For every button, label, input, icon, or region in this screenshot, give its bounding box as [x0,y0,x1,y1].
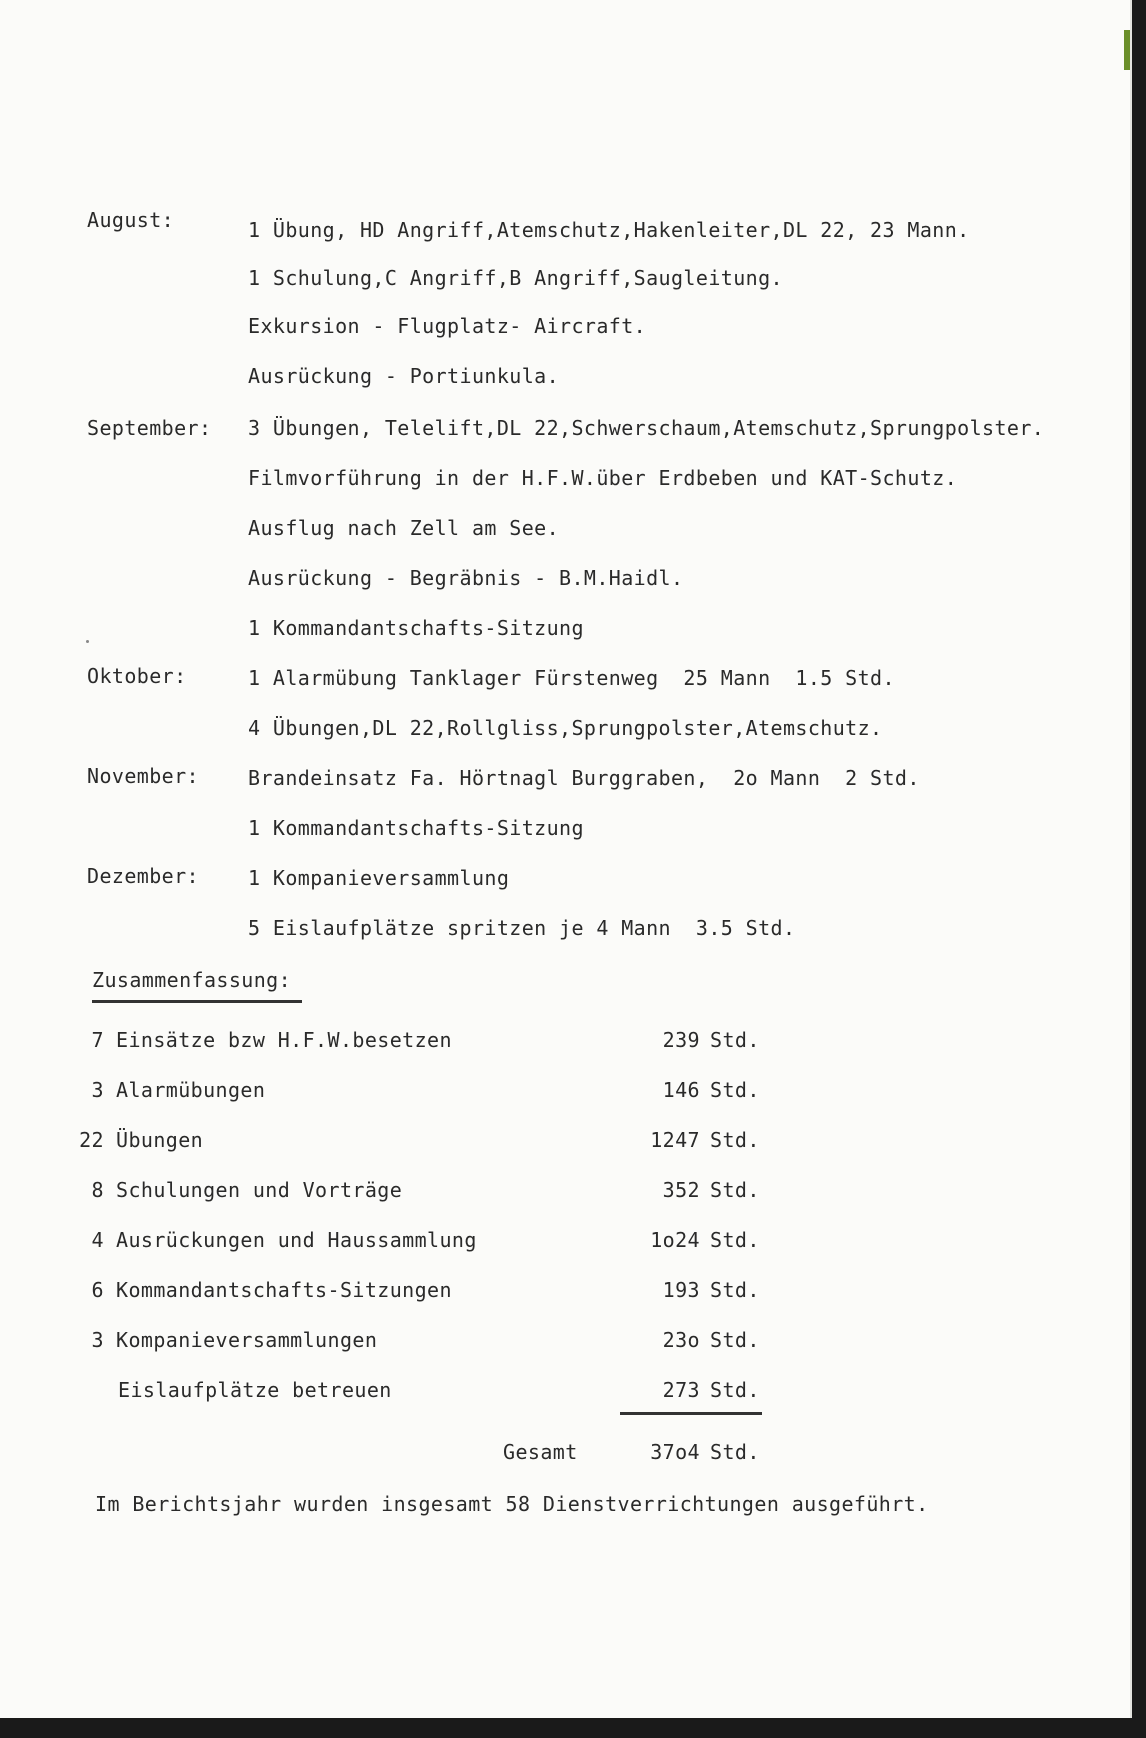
september-entry-3: Ausflug nach Zell am See. [248,516,560,540]
summary-count: 4 [91,1228,104,1252]
total-label: Gesamt [503,1440,578,1464]
summary-label: Kompanieversammlungen [116,1328,378,1352]
summary-hours: 1247 [650,1128,700,1152]
summary-label: Übungen [116,1128,204,1152]
summary-unit: Std. [710,1078,760,1102]
page-edge-mark [1124,30,1130,70]
total-rule [620,1412,762,1415]
summary-label: Schulungen und Vorträge [116,1178,403,1202]
summary-count: 6 [91,1278,104,1302]
summary-label: Ausrückungen und Haussammlung [116,1228,477,1252]
oktober-entry-2: 4 Übungen,DL 22,Rollgliss,Sprungpolster,Atemschutz. [248,716,883,740]
summary-hours: 273 [662,1378,700,1402]
summary-unit: Std. [710,1128,760,1152]
summary-count: 7 [91,1028,104,1052]
august-entry-3: Exkursion - Flugplatz- Aircraft. [248,314,647,338]
month-label-oktober: Oktober: [87,664,187,688]
summary-unit: Std. [710,1278,760,1302]
summary-hours: 1o24 [650,1228,700,1252]
summary-hours: 23o [662,1328,700,1352]
summary-hours: 239 [662,1028,700,1052]
summary-unit: Std. [710,1378,760,1402]
september-entry-4: Ausrückung - Begräbnis - B.M.Haidl. [248,566,684,590]
summary-label: Eislaufplätze betreuen [118,1378,392,1402]
month-label-november: November: [87,764,199,788]
dezember-entry-2: 5 Eislaufplätze spritzen je 4 Mann 3.5 Std. [248,916,796,940]
summary-unit: Std. [710,1228,760,1252]
summary-label: Kommandantschafts-Sitzungen [116,1278,452,1302]
september-entry-5: 1 Kommandantschafts-Sitzung [248,616,584,640]
summary-hours: 146 [662,1078,700,1102]
closing-sentence: Im Berichtsjahr wurden insgesamt 58 Dienstverrichtungen ausgeführt. [95,1492,929,1516]
summary-count: 3 [91,1328,104,1352]
summary-count: 3 [91,1078,104,1102]
dezember-entry-1: 1 Kompanieversammlung [248,866,510,890]
summary-label: Alarmübungen [116,1078,266,1102]
september-entry-2: Filmvorführung in der H.F.W.über Erdbeben und KAT-Schutz. [248,466,958,490]
total-hours: 37o4 [650,1440,700,1464]
month-label-dezember: Dezember: [87,864,199,888]
summary-hours: 352 [662,1178,700,1202]
august-entry-2: 1 Schulung,C Angriff,B Angriff,Saugleitung. [248,266,783,290]
summary-count: 8 [91,1178,104,1202]
summary-unit: Std. [710,1028,760,1052]
oktober-entry-1: 1 Alarmübung Tanklager Fürstenweg 25 Mann 1.5 Std. [248,666,895,690]
summary-heading-underline [92,1000,302,1003]
summary-unit: Std. [710,1328,760,1352]
summary-unit: Std. [710,1178,760,1202]
august-entry-1: 1 Übung, HD Angriff,Atemschutz,Hakenleiter,DL 22, 23 Mann. [248,218,970,242]
summary-hours: 193 [662,1278,700,1302]
paper-speck [86,640,89,643]
summary-label: Einsätze bzw H.F.W.besetzen [116,1028,452,1052]
month-label-august: August: [87,208,175,232]
august-entry-4: Ausrückung - Portiunkula. [248,364,560,388]
summary-heading: Zusammenfassung: [92,968,292,992]
november-entry-1: Brandeinsatz Fa. Hörtnagl Burggraben, 2o Mann 2 Std. [248,766,920,790]
september-entry-1: 3 Übungen, Telelift,DL 22,Schwerschaum,Atemschutz,Sprungpolster. [248,416,1045,440]
total-unit: Std. [710,1440,760,1464]
summary-count: 22 [79,1128,104,1152]
november-entry-2: 1 Kommandantschafts-Sitzung [248,816,584,840]
month-label-september: September: [87,416,212,440]
